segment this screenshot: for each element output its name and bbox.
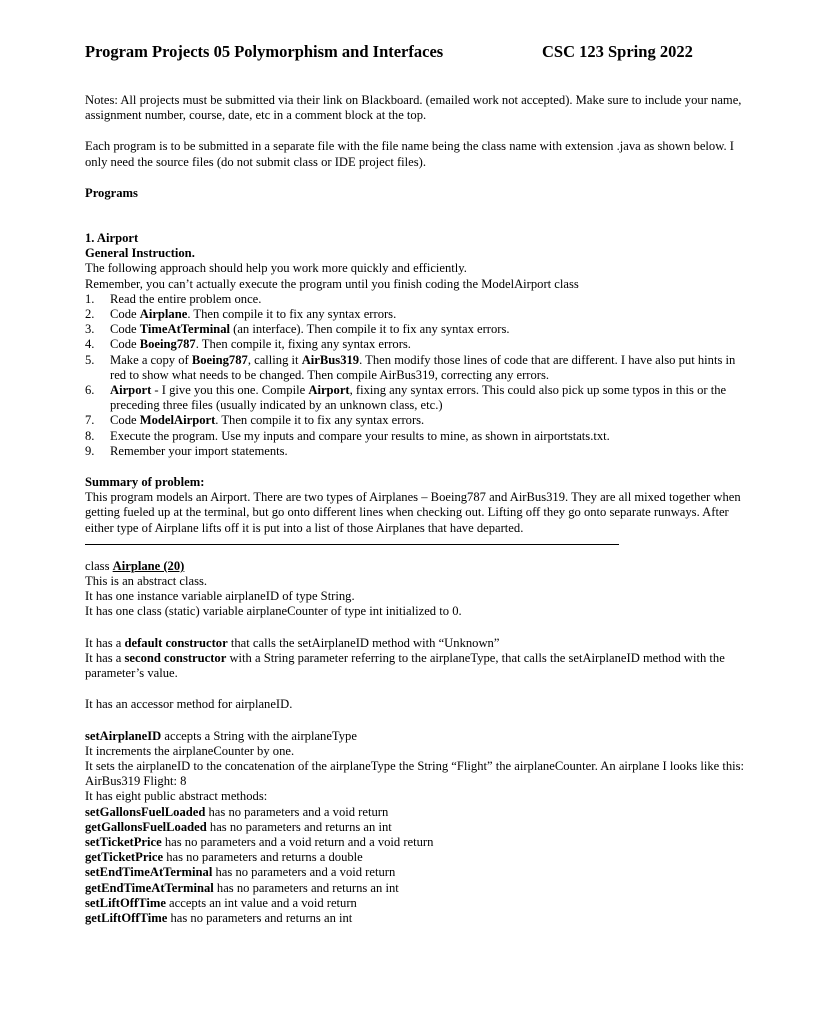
abstract-method-line <box>85 865 750 880</box>
bold-term: Airport <box>308 383 350 398</box>
text-run: Remember your import statements. <box>110 443 288 458</box>
text-run: . Then modify those lines of code that are different. I have also put hints in red to show what needs to be changed. Then compile AirBus319, correcting any errors. <box>110 352 736 382</box>
step-number: 5. <box>85 352 95 367</box>
abstract-method-line <box>85 896 750 911</box>
method-description: has no parameters and returns an int <box>167 910 353 925</box>
notes-paragraph: Notes: All projects must be submitted via their link on Blackboard. (emailed work not accepted). Make sure to include your name, assignment number, course, date, etc in a comment block at the top. <box>85 93 742 123</box>
step-number: 4. <box>85 337 95 352</box>
class-keyword: class <box>85 558 113 573</box>
intro-line-2: Remember, you can’t actually execute the program until you finish coding the ModelAirport class <box>85 276 579 291</box>
instruction-step <box>85 413 750 428</box>
airplane-class-name: Airplane (20) <box>112 558 185 573</box>
text-run: Read the entire problem once. <box>110 291 262 306</box>
step-number: 7. <box>85 413 95 428</box>
abstract-method-line <box>85 881 750 896</box>
set-id-detail-line: It has eight public abstract methods: <box>85 789 268 804</box>
abstract-method-line <box>85 835 750 850</box>
method-name: setGallonsFuelLoaded <box>85 804 206 819</box>
step-number: 8. <box>85 428 95 443</box>
programs-heading: Programs <box>85 185 138 200</box>
step-number: 9. <box>85 443 95 458</box>
text-run: that calls the setAirplaneID method with “Unknown” <box>227 635 500 650</box>
method-description: has no parameters and a void return <box>212 865 396 880</box>
general-instruction-heading: General Instruction. <box>85 246 195 261</box>
instruction-step <box>85 444 750 459</box>
text-run: , calling it <box>247 352 302 367</box>
default-constructor-line <box>85 636 750 651</box>
method-name: getGallonsFuelLoaded <box>85 819 207 834</box>
airplane-desc-line: It has one class (static) variable airplaneCounter of type int initialized to 0. <box>85 604 462 619</box>
abstract-methods-list <box>85 805 750 927</box>
instruction-step <box>85 322 750 337</box>
text-run: Code <box>110 337 140 352</box>
method-description: accepts an int value and a void return <box>165 895 357 910</box>
submission-paragraph: Each program is to be submitted in a separate file with the file name being the class name with extension .java as shown below. I only need the source files (do not submit class or IDE project files). <box>85 139 734 169</box>
bold-term: setAirplaneID <box>85 728 162 743</box>
instruction-step <box>85 353 750 383</box>
method-description: has no parameters and returns an int <box>206 819 392 834</box>
abstract-method-line <box>85 820 750 835</box>
method-description: has no parameters and returns an int <box>213 880 399 895</box>
method-description: has no parameters and a void return <box>205 804 389 819</box>
bold-term: second constructor <box>124 650 227 665</box>
method-description: has no parameters and a void return and a void return <box>161 834 434 849</box>
set-id-detail-line: It sets the airplaneID to the concatenation of the airplaneType the String “Flight” the airplaneCounter. An airplane I looks like this: AirBus319 Flight: 8 <box>85 758 745 789</box>
set-id-detail-line: It increments the airplaneCounter by one. <box>85 743 295 758</box>
text-run: - I give you this one. Compile <box>151 383 309 398</box>
text-run: Code <box>110 307 140 322</box>
airplane-desc-line: It has one instance variable airplaneID of type String. <box>85 589 355 604</box>
bold-term: TimeAtTerminal <box>139 322 230 337</box>
airplane-desc-line: This is an abstract class. <box>85 574 208 589</box>
step-number: 1. <box>85 291 95 306</box>
accessor-line: It has an accessor method for airplaneID. <box>85 697 293 712</box>
text-run: Code <box>110 322 140 337</box>
method-name: setTicketPrice <box>85 834 162 849</box>
instruction-step <box>85 292 750 307</box>
airport-heading: 1. Airport <box>85 231 139 246</box>
text-run: (an interface). Then compile it to fix any syntax errors. <box>230 322 510 337</box>
bold-term: AirBus319 <box>301 352 360 367</box>
summary-heading: Summary of problem: <box>85 475 205 490</box>
bold-term: ModelAirport <box>139 413 216 428</box>
step-number: 3. <box>85 322 95 337</box>
text-run: , fixing any syntax errors. This could also pick up some typos in this or the preceding three files (usually indicated by an unknown class, etc.) <box>110 383 727 413</box>
text-run: Code <box>110 413 140 428</box>
text-run: . Then compile it to fix any syntax errors. <box>215 413 425 428</box>
method-name: getTicketPrice <box>85 850 164 865</box>
text-run: Execute the program. Use my inputs and compare your results to mine, as shown in airportstats.txt. <box>110 428 610 443</box>
summary-paragraph: This program models an Airport. There are two types of Airplanes – Boeing787 and AirBus319. They are all mixed together when getting fueled up at the terminal, but go onto different lines when checking out. Lifting off they go onto separate runways. After either type of Airplane lifts off it is put into a list of those Airplanes that have departed. <box>85 490 741 535</box>
instruction-step <box>85 383 750 413</box>
text-run: It has a <box>85 650 125 665</box>
text-run: It has a <box>85 635 125 650</box>
step-number: 6. <box>85 383 95 398</box>
method-name: getEndTimeAtTerminal <box>85 880 214 895</box>
second-constructor-line <box>85 651 750 681</box>
method-name: setLiftOffTime <box>85 895 166 910</box>
bold-term: Boeing787 <box>139 337 196 352</box>
abstract-method-line <box>85 850 750 865</box>
method-name: setEndTimeAtTerminal <box>85 865 213 880</box>
bold-term: default constructor <box>124 635 228 650</box>
method-name: getLiftOffTime <box>85 910 168 925</box>
text-run: with a String parameter referring to the airplaneType, that calls the setAirplaneID method with the parameter’s value. <box>85 650 725 681</box>
section-divider <box>85 544 619 545</box>
airplane-class-heading <box>85 559 750 574</box>
abstract-method-line <box>85 805 750 820</box>
text-run: . Then compile it, fixing any syntax errors. <box>195 337 411 352</box>
document-title: Program Projects 05 Polymorphism and Interfaces <box>85 42 444 61</box>
abstract-method-line <box>85 911 750 926</box>
bold-term: Airport <box>110 383 152 398</box>
instruction-step <box>85 307 750 322</box>
text-run: . Then compile it to fix any syntax errors. <box>187 307 397 322</box>
step-number: 2. <box>85 307 95 322</box>
bold-term: Boeing787 <box>191 352 248 367</box>
instruction-step <box>85 429 750 444</box>
instruction-step <box>85 337 750 352</box>
set-airplane-id-line <box>85 729 750 744</box>
bold-term: Airplane <box>139 307 188 322</box>
course-label: CSC 123 Spring 2022 <box>542 42 693 61</box>
text-run: accepts a String with the airplaneType <box>161 728 357 743</box>
intro-line-1: The following approach should help you work more quickly and efficiently. <box>85 261 467 276</box>
text-run: Make a copy of <box>110 352 192 367</box>
method-description: has no parameters and returns a double <box>163 850 363 865</box>
instruction-steps-list <box>85 292 750 459</box>
document-body <box>85 93 750 926</box>
